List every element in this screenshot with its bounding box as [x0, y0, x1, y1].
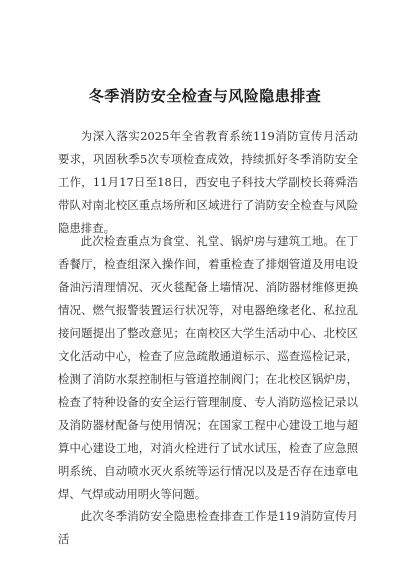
paragraph-intro: 为深入落实2025年全省教育系统119消防宣传月活动要求，巩固秋季5次专项检查成效，持续抓好冬季消防安全工作，11月17日至18日，西安电子科技大学副校长蒋舜浩带队对南北校区重点场所和区域进行了消防安全检查与风险隐患排查。 [58, 129, 358, 235]
paragraph-summary: 此次冬季消防安全隐患检查排查工作是119消防宣传月活 [58, 509, 358, 546]
document-title: 冬季消防安全检查与风险隐患排查 [88, 87, 322, 105]
paragraph-inspection-details: 此次检查重点为食堂、礼堂、锅炉房与建筑工地。在丁香餐厅，检查组深入操作间，着重检查了排烟管道及用电设备油污清理情况、灭火毯配备上墙情况、消防器材维修更换情况、燃气报警装置运行状况等，对电器绝缘老化、私拉乱接问题提出了整改意见；在南校区大学生活动中心、北校区文化活动中心，检查了应急疏散通道标示、巡查巡检记录，检测了消防水泵控制柜与管道控制阀门；在北校区锅炉房，检查了特种设备的安全运行管理制度、专人消防巡检记录以及消防器材配备与使用情况；在国家工程中心建设工地与超算中心建设工地，对消火栓进行了试水试压，检查了应急照明系统、自动喷水灭火系统等运行情况以及是否存在违章电焊、气焊或动用明火等问题。 [58, 234, 358, 501]
